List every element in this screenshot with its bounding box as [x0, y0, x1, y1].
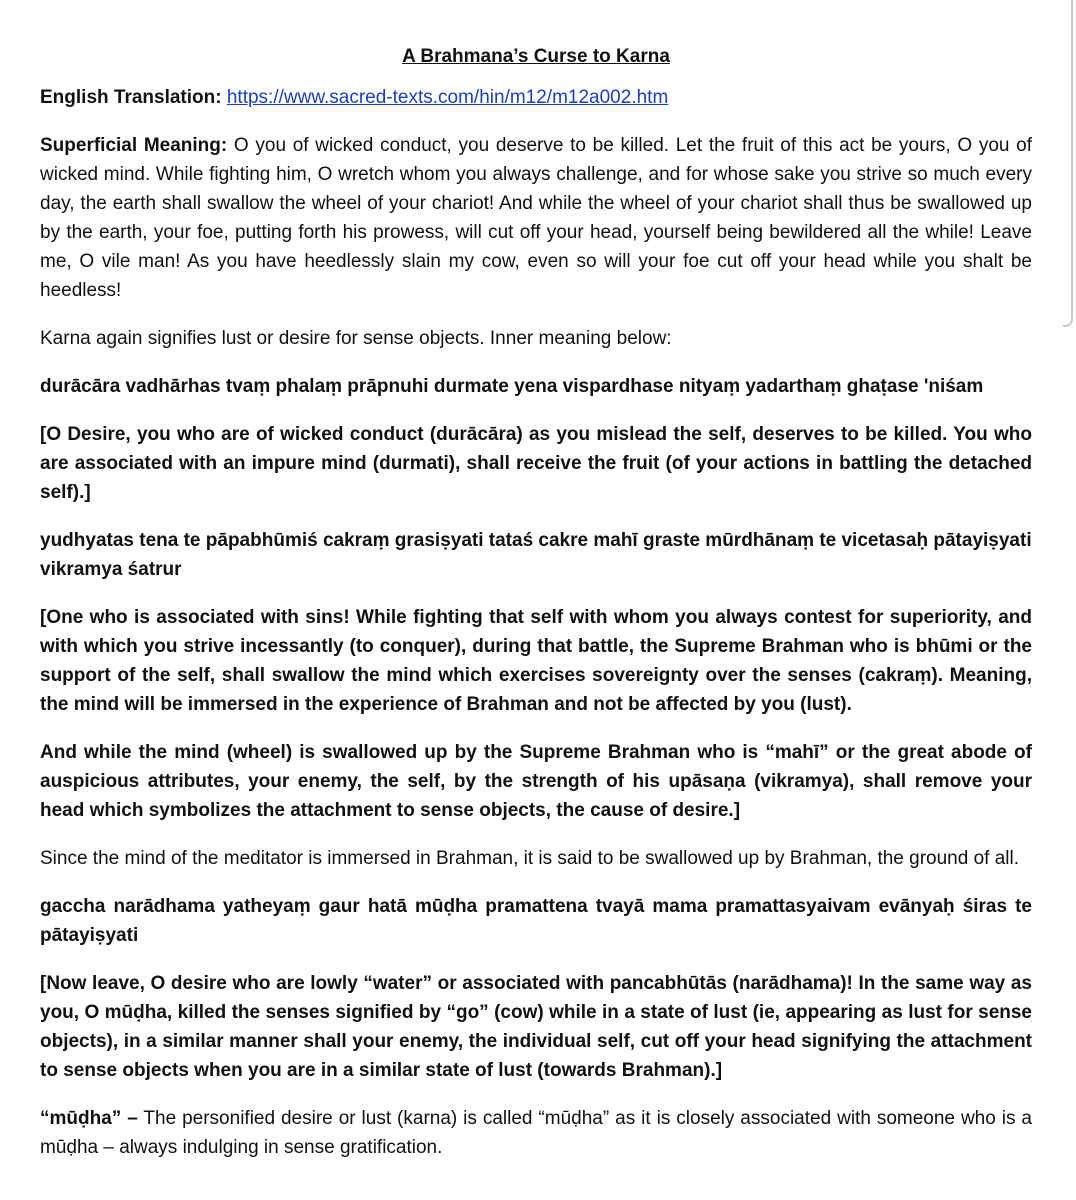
page-edge-curl: [1063, 0, 1073, 327]
verse-2-meaning-part-2: And while the mind (wheel) is swallowed up by the Supreme Brahman who is “mahī” or the great abode of auspicious attributes, your enemy, the self, by the strength of his upāsaṇa (vikramya), shall remove your head which symbolizes the attachment to sense objects, the cause of desire.]: [40, 742, 1032, 821]
verse-1: durācāra vadhārhas tvaṃ phalaṃ prāpnuhi durmate yena vispardhase nityaṃ yadarthaṃ ghaṭase 'niśam: [40, 376, 984, 397]
verse-2-meaning-part-1: [One who is associated with sins! While fighting that self with whom you always contest for superiority, and with which you strive incessantly (to conquer), during that battle, the Supreme Brahman who is bhūmi or the support of the self, shall swallow the mind which exercises sovereignty over the senses (cakraṃ). Meaning, the mind will be immersed in the experience of Brahman and not be affected by you (lust).: [40, 607, 1032, 715]
translation-link[interactable]: https://www.sacred-texts.com/hin/m12/m12a002.htm: [226, 87, 669, 108]
verse-3: gaccha narādhama yatheyaṃ gaur hatā mūḍha pramattena tvayā mama pramattasyaivam evānyaḥ śiras te pātayiṣyati: [40, 896, 1032, 946]
verse-3-meaning: [Now leave, O desire who are lowly “water” or associated with pancabhūtās (narādhama)! In the same way as you, O mūḍha, killed the senses signified by “go” (cow) while in a state of lust (ie, appearing as lust for sense objects), in a similar manner shall your enemy, the individual self, cut off your head signifying the attachment to sense objects when you are in a similar state of lust (towards Brahman).]: [40, 973, 1032, 1081]
superficial-meaning-label: Superficial Meaning:: [40, 135, 228, 156]
verse-2: yudhyatas tena te pāpabhūmiś cakraṃ grasiṣyati tataś cakre mahī graste mūrdhānaṃ te vicetasaḥ pātayiṣyati vikramya śatrur: [40, 530, 1032, 580]
superficial-meaning-text: O you of wicked conduct, you deserve to be killed. Let the fruit of this act be yours, O you of wicked mind. While fighting him, O wretch whom you always challenge, and for whose sake you strive so much every day, the earth shall swallow the wheel of your chariot! And while the wheel of your chariot shall thus be swallowed up by the earth, your foe, putting forth his prowess, will cut off your head, yourself being bewildered all the while! Leave me, O vile man! As you have heedlessly slain my cow, even so will your foe cut off your head while you shalt be heedless!: [40, 135, 1032, 301]
glossary-text: The personified desire or lust (karna) is called “mūḍha” as it is closely associated with someone who is a mūḍha – always indulging in sense gratification.: [40, 1108, 1032, 1158]
glossary-paragraph: [40, 1104, 1032, 1162]
translation-line: [40, 83, 1032, 112]
verse-1-meaning: [O Desire, you who are of wicked conduct (durācāra) as you mislead the self, deserves to be killed. You who are associated with an impure mind (durmati), shall receive the fruit (of your actions in battling the detached self).]: [40, 424, 1032, 503]
page-title: A Brahmana’s Curse to Karna: [402, 46, 670, 67]
note-paragraph: Since the mind of the meditator is immersed in Brahman, it is said to be swallowed up by Brahman, the ground of all.: [40, 848, 1019, 869]
superficial-meaning-paragraph: [40, 131, 1032, 305]
document-page: [40, 38, 1032, 1181]
glossary-term: “mūḍha” –: [40, 1108, 138, 1129]
translation-label: English Translation:: [40, 87, 222, 108]
intro-paragraph: Karna again signifies lust or desire for sense objects. Inner meaning below:: [40, 328, 672, 349]
